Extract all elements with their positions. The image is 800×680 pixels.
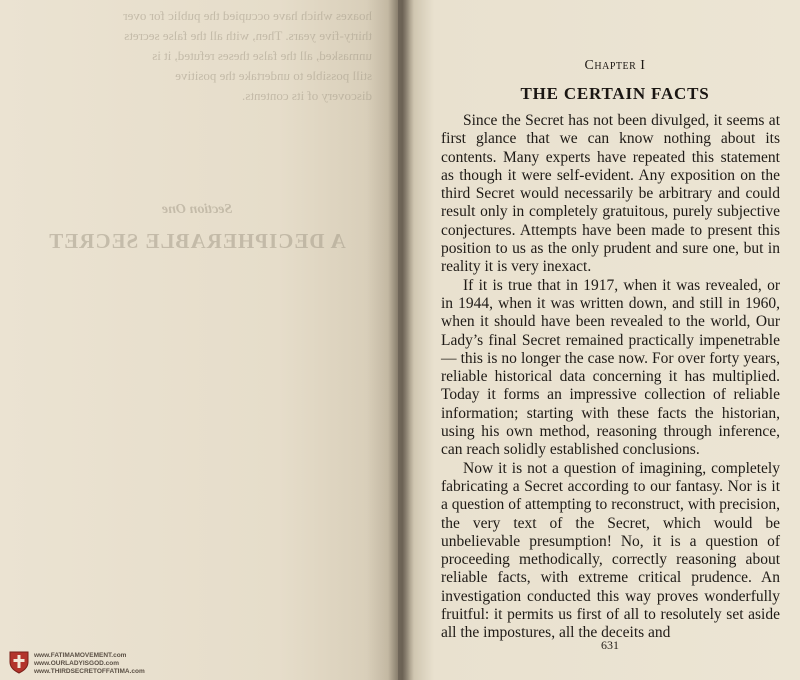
show-through-line: still possible to undertake the positive <box>175 68 372 83</box>
footer-url-link[interactable]: www.OURLADYISGOD.com <box>34 660 119 667</box>
show-through-section-title: A DECIPHERABLE SECRET <box>48 229 346 253</box>
paragraph: Now it is not a question of imagining, completely fabricating a Secret according to our fantasy. Nor is it a question of attempting to reconstruct, with precision, the very text of the Secret, which would be unbelievable presumption! No, it is a question of proceeding methodically, correctly reasoning about reliable facts, with extreme critical prudence. An investigation conducted this way proves wonderfully fruitful: it permits us first of all to resolutely set aside all the impostures, all the deceits and <box>441 459 780 642</box>
show-through-line: hoaxes which have occupied the public for over <box>123 8 372 23</box>
chapter-body <box>441 112 780 643</box>
book-gutter <box>388 0 414 680</box>
show-through-line: thirty-five years. Then, with all the false secrets <box>124 28 372 43</box>
footer-url-link[interactable]: www.FATIMAMOVEMENT.com <box>34 652 127 659</box>
page-number: 631 <box>601 638 619 652</box>
show-through-line: unmasked, all the false theses refuted, it is <box>152 48 372 63</box>
footer-url-link[interactable]: www.THIRDSECRETOFFATIMA.com <box>34 668 145 675</box>
fatima-shield-logo-icon <box>8 650 30 674</box>
chapter-title: THE CERTAIN FACTS <box>520 84 710 103</box>
show-through-section-heading: Section One <box>161 202 233 217</box>
paragraph: If it is true that in 1917, when it was revealed, or in 1944, when it was written down, and still in 1960, when it should have been revealed to the world, Our Lady’s final Secret remained practically impenetrable — this is no longer the case now. For over forty years, reliable historical data concerning it has multiplied. Today it forms an impressive collection of reliable information; starting with these facts the historian, using his own method, reasoning through inference, can reach solidly established conclusions. <box>441 276 780 459</box>
footer-urls <box>34 652 145 676</box>
paragraph: Since the Secret has not been divulged, it seems at first glance that we can know nothing about its contents. Many experts have repeated this statement as though it were self-evident. Any exposition on the third Secret would necessarily be arbitrary and could result only in completely gratuitous, purely subjective conjectures. Attempts have been made to present this position to us as the only prudent and sure one, but in reality it is very inexact. <box>441 112 780 276</box>
chapter-label: Chapter I <box>584 58 646 73</box>
show-through-line: discovery of its contents. <box>242 88 372 103</box>
